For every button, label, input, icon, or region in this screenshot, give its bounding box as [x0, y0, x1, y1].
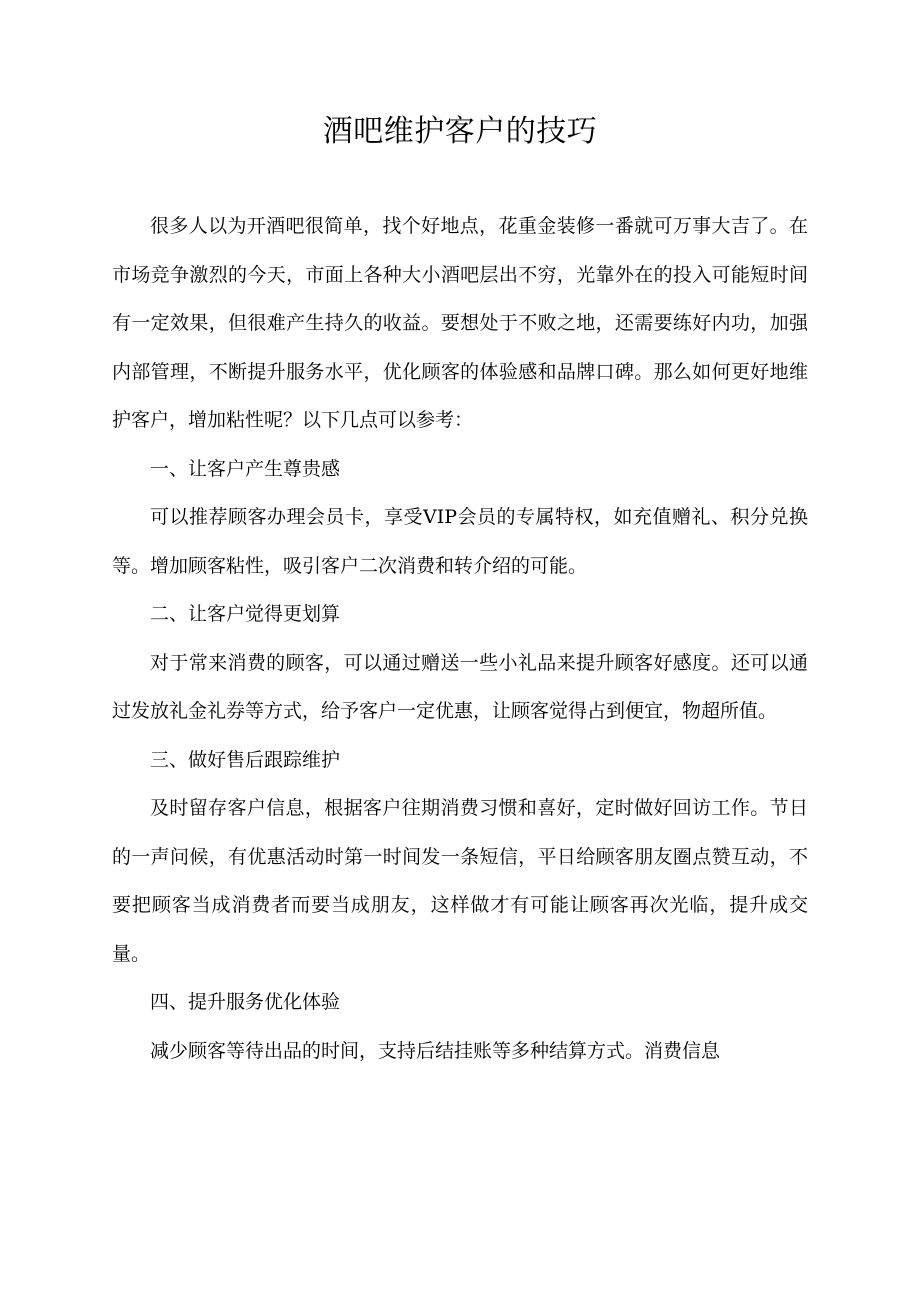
intro-paragraph: 很多人以为开酒吧很简单，找个好地点，花重金装修一番就可万事大吉了。在市场竞争激烈的今天，市面上各种大小酒吧层出不穷，光靠外在的投入可能短时间有一定效果，但很难产生持久的收益。要想处于不败之地，还需要练好内功，加强内部管理，不断提升服务水平，优化顾客的体验感和品牌口碑。那么如何更好地维护客户，增加粘性呢？以下几点可以参考： — [112, 215, 808, 431]
section-paragraph-2: 对于常来消费的顾客，可以通过赠送一些小礼品来提升顾客好感度。还可以通过发放礼金礼券等方式，给予客户一定优惠，让顾客觉得占到便宜，物超所值。 — [112, 651, 808, 722]
document-title: 酒吧维护客户的技巧 — [322, 114, 598, 149]
section-heading-2: 二、让客户觉得更划算 — [150, 603, 341, 625]
section-paragraph-3: 及时留存客户信息，根据客户往期消费习惯和喜好，定时做好回访工作。节日的一声问候，有优惠活动时第一时间发一条短信，平日给顾客朋友圈点赞互动，不要把顾客当成消费者而要当成朋友，这样做才有可能让顾客再次光临，提升成交量。 — [112, 797, 808, 965]
section-heading-3: 三、做好售后跟踪维护 — [150, 748, 341, 771]
section-paragraph-1: 可以推荐顾客办理会员卡，享受VIP会员的专属特权，如充值赠礼、积分兑换等。增加顾客粘性，吸引客户二次消费和转介绍的可能。 — [112, 506, 808, 577]
section-heading-1: 一、让客户产生尊贵感 — [150, 457, 341, 480]
section-heading-4: 四、提升服务优化体验 — [150, 991, 341, 1013]
document-body — [112, 202, 808, 1075]
section-paragraph-4: 减少顾客等待出品的时间，支持后结挂账等多种结算方式。消费信息 — [150, 1039, 721, 1062]
